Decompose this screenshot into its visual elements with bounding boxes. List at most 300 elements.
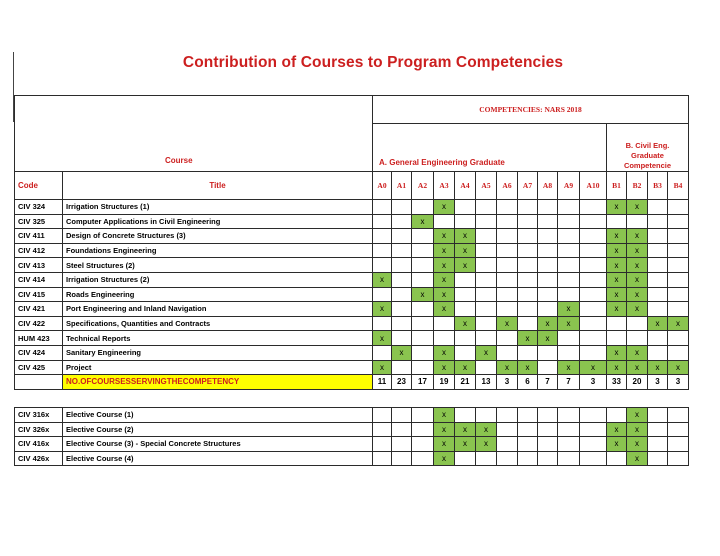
competency-mark: x	[454, 360, 476, 376]
course-row-code: CIV 422	[14, 316, 63, 332]
competency-empty	[411, 407, 434, 423]
competency-empty	[411, 316, 434, 332]
competency-empty	[475, 257, 497, 273]
page-title: Contribution of Courses to Program Competencies	[182, 54, 564, 71]
competency-empty	[391, 214, 412, 230]
competency-mark: x	[391, 345, 412, 361]
competency-empty	[579, 316, 607, 332]
column-header-a9	[557, 171, 580, 200]
course-row-code: CIV 425	[14, 360, 63, 376]
competency-empty	[647, 407, 668, 423]
competency-empty	[537, 360, 558, 376]
code-header-label: Code	[18, 181, 38, 190]
course-row-code: HUM 423	[14, 330, 63, 346]
total-value: 20	[626, 374, 648, 390]
competency-mark: x	[606, 345, 627, 361]
competency-empty	[496, 436, 518, 452]
elective-row-title: Elective Course (4)	[62, 451, 373, 467]
column-header-a5	[475, 171, 497, 200]
total-value: 17	[411, 374, 434, 390]
competency-mark: x	[372, 330, 392, 346]
competency-empty	[454, 301, 476, 317]
competency-empty	[391, 451, 412, 467]
competency-mark: x	[647, 360, 668, 376]
column-header-a3	[433, 171, 455, 200]
competency-empty	[391, 243, 412, 259]
competency-mark: x	[626, 228, 648, 244]
course-row-title: Foundations Engineering	[62, 243, 373, 259]
competencies-header-label: COMPETENCIES: NARS 2018	[479, 105, 582, 114]
course-row-title: Sanitary Engineering	[62, 345, 373, 361]
competency-empty	[475, 199, 497, 215]
competency-mark: x	[626, 257, 648, 273]
competency-mark: x	[606, 228, 627, 244]
competency-mark: x	[433, 422, 455, 438]
column-header-label: A4	[460, 181, 470, 190]
competency-empty	[557, 287, 580, 303]
competency-empty	[391, 422, 412, 438]
competency-empty	[647, 199, 668, 215]
competency-empty	[537, 257, 558, 273]
competency-mark: x	[475, 422, 497, 438]
competency-mark: x	[454, 228, 476, 244]
competency-empty	[391, 316, 412, 332]
competency-empty	[557, 422, 580, 438]
total-value: 33	[606, 374, 627, 390]
group-b-header	[606, 123, 689, 172]
competency-mark: x	[433, 272, 455, 288]
elective-row-title: Elective Course (2)	[62, 422, 373, 438]
course-row-code: CIV 411	[14, 228, 63, 244]
competency-mark: x	[496, 360, 518, 376]
competency-empty	[411, 360, 434, 376]
competency-empty	[517, 287, 538, 303]
competency-mark: x	[537, 316, 558, 332]
competency-mark: x	[606, 257, 627, 273]
competency-empty	[606, 316, 627, 332]
column-header-b3	[647, 171, 668, 200]
group-b-label-line: Graduate	[631, 151, 664, 160]
course-row-code: CIV 412	[14, 243, 63, 259]
course-row-title: Roads Engineering	[62, 287, 373, 303]
competency-empty	[537, 407, 558, 423]
competency-empty	[496, 287, 518, 303]
competency-empty	[557, 407, 580, 423]
course-row-title: Project	[62, 360, 373, 376]
elective-row-code: CIV 426x	[14, 451, 63, 467]
competency-empty	[372, 199, 392, 215]
competency-empty	[606, 214, 627, 230]
total-value: 3	[647, 374, 668, 390]
competency-empty	[372, 436, 392, 452]
competency-mark: x	[496, 316, 518, 332]
competency-empty	[411, 272, 434, 288]
competency-empty	[647, 287, 668, 303]
competency-empty	[579, 287, 607, 303]
competency-empty	[667, 257, 689, 273]
column-header-a0	[372, 171, 392, 200]
competency-mark: x	[517, 360, 538, 376]
column-header-a10	[579, 171, 607, 200]
totals-label: NO.OFCOURSESSERVINGTHECOMPETENCY	[62, 374, 373, 390]
competency-empty	[537, 301, 558, 317]
competency-empty	[626, 316, 648, 332]
competency-empty	[454, 451, 476, 467]
competency-empty	[626, 330, 648, 346]
elective-row-title: Elective Course (1)	[62, 407, 373, 423]
course-row-title: Computer Applications in Civil Engineering	[62, 214, 373, 230]
competency-mark: x	[411, 214, 434, 230]
column-header-label: A1	[396, 181, 407, 190]
total-value: 6	[517, 374, 538, 390]
competency-empty	[557, 345, 580, 361]
total-value: 3	[496, 374, 518, 390]
competency-mark: x	[433, 199, 455, 215]
competency-empty	[411, 257, 434, 273]
competency-empty	[517, 257, 538, 273]
competency-mark: x	[606, 243, 627, 259]
competency-empty	[517, 407, 538, 423]
column-header-b2	[626, 171, 648, 200]
competency-empty	[475, 360, 497, 376]
competency-mark: x	[626, 272, 648, 288]
elective-row-title: Elective Course (3) - Special Concrete Structures	[62, 436, 373, 452]
competency-empty	[579, 257, 607, 273]
competency-empty	[557, 330, 580, 346]
title-header	[62, 171, 373, 200]
competency-mark: x	[454, 436, 476, 452]
competency-empty	[557, 272, 580, 288]
competency-mark: x	[626, 407, 648, 423]
competency-empty	[537, 451, 558, 467]
competency-empty	[517, 199, 538, 215]
competency-empty	[579, 436, 607, 452]
competency-mark: x	[606, 199, 627, 215]
competency-empty	[579, 407, 607, 423]
total-value: 7	[537, 374, 558, 390]
competency-empty	[496, 451, 518, 467]
competency-mark: x	[433, 287, 455, 303]
competency-empty	[517, 214, 538, 230]
competency-empty	[372, 214, 392, 230]
competency-mark: x	[372, 360, 392, 376]
competency-empty	[475, 272, 497, 288]
competency-empty	[606, 407, 627, 423]
competency-empty	[579, 243, 607, 259]
competency-mark: x	[557, 360, 580, 376]
competency-empty	[667, 345, 689, 361]
competency-mark: x	[557, 301, 580, 317]
column-header-a2	[411, 171, 434, 200]
competency-empty	[372, 316, 392, 332]
competency-empty	[372, 345, 392, 361]
course-row-code: CIV 421	[14, 301, 63, 317]
competencies-header	[372, 95, 689, 124]
course-row-title: Technical Reports	[62, 330, 373, 346]
competency-empty	[433, 330, 455, 346]
competency-mark: x	[454, 257, 476, 273]
competency-empty	[517, 243, 538, 259]
total-value: 19	[433, 374, 455, 390]
competency-mark: x	[411, 287, 434, 303]
column-header-label: A3	[439, 181, 449, 190]
competency-empty	[667, 199, 689, 215]
competency-empty	[372, 257, 392, 273]
competency-empty	[411, 451, 434, 467]
competency-empty	[475, 451, 497, 467]
competency-empty	[454, 407, 476, 423]
competency-empty	[537, 228, 558, 244]
competency-mark: x	[454, 422, 476, 438]
competency-empty	[537, 199, 558, 215]
competency-mark: x	[433, 228, 455, 244]
competency-mark: x	[454, 316, 476, 332]
column-header-label: B3	[653, 181, 662, 190]
competency-empty	[411, 243, 434, 259]
competency-empty	[517, 301, 538, 317]
competency-empty	[517, 228, 538, 244]
competency-mark: x	[606, 436, 627, 452]
competency-empty	[496, 228, 518, 244]
competency-empty	[496, 214, 518, 230]
competency-mark: x	[372, 272, 392, 288]
competency-empty	[475, 214, 497, 230]
competency-empty	[391, 257, 412, 273]
column-header-b1	[606, 171, 627, 200]
course-row-title: Port Engineering and Inland Navigation	[62, 301, 373, 317]
competency-empty	[579, 345, 607, 361]
competency-mark: x	[626, 436, 648, 452]
totals-spacer	[14, 374, 63, 390]
competency-empty	[557, 436, 580, 452]
competency-empty	[537, 436, 558, 452]
competency-mark: x	[579, 360, 607, 376]
competency-empty	[372, 243, 392, 259]
competency-empty	[517, 451, 538, 467]
competency-mark: x	[433, 257, 455, 273]
competency-empty	[517, 422, 538, 438]
competency-mark: x	[626, 360, 648, 376]
course-row-code: CIV 414	[14, 272, 63, 288]
competency-empty	[667, 422, 689, 438]
column-header-a8	[537, 171, 558, 200]
competency-empty	[411, 436, 434, 452]
competency-empty	[475, 407, 497, 423]
competency-empty	[454, 287, 476, 303]
competency-empty	[579, 272, 607, 288]
competency-mark: x	[606, 287, 627, 303]
competency-empty	[557, 451, 580, 467]
competency-empty	[537, 287, 558, 303]
competency-empty	[667, 407, 689, 423]
competency-empty	[667, 214, 689, 230]
competency-empty	[667, 436, 689, 452]
competency-mark: x	[433, 360, 455, 376]
column-header-a7	[517, 171, 538, 200]
competency-empty	[517, 316, 538, 332]
competency-empty	[411, 345, 434, 361]
competency-empty	[557, 257, 580, 273]
competency-empty	[557, 243, 580, 259]
competency-mark: x	[433, 345, 455, 361]
competency-empty	[537, 272, 558, 288]
competency-empty	[391, 360, 412, 376]
competency-empty	[647, 345, 668, 361]
competency-empty	[411, 301, 434, 317]
competency-empty	[496, 301, 518, 317]
column-header-label: A5	[481, 181, 491, 190]
total-value: 11	[372, 374, 392, 390]
competency-empty	[475, 316, 497, 332]
elective-row-code: CIV 326x	[14, 422, 63, 438]
competency-empty	[667, 228, 689, 244]
competency-empty	[372, 451, 392, 467]
competency-empty	[391, 301, 412, 317]
total-value: 13	[475, 374, 497, 390]
competency-empty	[557, 214, 580, 230]
elective-row-code: CIV 416x	[14, 436, 63, 452]
competency-empty	[496, 330, 518, 346]
competency-empty	[433, 316, 455, 332]
competency-mark: x	[647, 316, 668, 332]
competency-empty	[579, 422, 607, 438]
competency-empty	[537, 422, 558, 438]
competency-empty	[647, 272, 668, 288]
course-header	[14, 95, 373, 172]
column-header-a6	[496, 171, 518, 200]
competency-mark: x	[454, 243, 476, 259]
column-header-label: A2	[417, 181, 428, 190]
competency-empty	[579, 228, 607, 244]
competency-empty	[475, 243, 497, 259]
competency-mark: x	[667, 360, 689, 376]
column-header-a4	[454, 171, 476, 200]
total-value: 7	[557, 374, 580, 390]
competency-empty	[372, 287, 392, 303]
competency-empty	[496, 272, 518, 288]
competency-empty	[647, 422, 668, 438]
competency-empty	[372, 407, 392, 423]
competency-empty	[391, 199, 412, 215]
competency-empty	[391, 330, 412, 346]
competency-empty	[667, 272, 689, 288]
competency-empty	[537, 243, 558, 259]
competency-mark: x	[606, 301, 627, 317]
competency-empty	[391, 407, 412, 423]
course-row-title: Steel Structures (2)	[62, 257, 373, 273]
competency-empty	[667, 243, 689, 259]
competency-empty	[667, 451, 689, 467]
competency-empty	[647, 330, 668, 346]
competency-empty	[667, 330, 689, 346]
competency-empty	[411, 422, 434, 438]
competency-mark: x	[626, 422, 648, 438]
competency-mark: x	[557, 316, 580, 332]
course-row-title: Design of Concrete Structures (3)	[62, 228, 373, 244]
course-row-code: CIV 325	[14, 214, 63, 230]
competency-empty	[454, 199, 476, 215]
group-a-header	[372, 123, 607, 172]
elective-row-code: CIV 316x	[14, 407, 63, 423]
competency-empty	[372, 422, 392, 438]
competency-empty	[579, 199, 607, 215]
competency-empty	[454, 214, 476, 230]
competency-empty	[372, 228, 392, 244]
competency-empty	[517, 272, 538, 288]
competency-empty	[391, 272, 412, 288]
competency-empty	[647, 228, 668, 244]
competency-mark: x	[667, 316, 689, 332]
competency-empty	[517, 436, 538, 452]
competency-empty	[667, 287, 689, 303]
competency-mark: x	[433, 243, 455, 259]
column-header-label: B2	[632, 181, 642, 190]
competency-empty	[391, 228, 412, 244]
competency-mark: x	[433, 301, 455, 317]
competency-empty	[496, 257, 518, 273]
column-header-label: A10	[586, 181, 600, 190]
competency-mark: x	[626, 451, 648, 467]
course-row-title: Irrigation Structures (2)	[62, 272, 373, 288]
competency-empty	[647, 257, 668, 273]
competency-empty	[647, 451, 668, 467]
competency-empty	[496, 199, 518, 215]
competency-empty	[454, 345, 476, 361]
course-row-title: Specifications, Quantities and Contracts	[62, 316, 373, 332]
total-value: 3	[579, 374, 607, 390]
competency-empty	[454, 272, 476, 288]
competency-mark: x	[433, 451, 455, 467]
competency-mark: x	[626, 199, 648, 215]
competency-mark: x	[433, 436, 455, 452]
competency-empty	[579, 330, 607, 346]
course-row-code: CIV 424	[14, 345, 63, 361]
competency-empty	[537, 214, 558, 230]
competency-empty	[647, 436, 668, 452]
competency-empty	[475, 287, 497, 303]
competency-empty	[475, 301, 497, 317]
competency-empty	[411, 199, 434, 215]
competency-empty	[557, 228, 580, 244]
group-a-label: A. General Engineering Graduate	[379, 158, 505, 167]
competency-mark: x	[475, 436, 497, 452]
competency-empty	[579, 451, 607, 467]
code-header	[14, 171, 63, 200]
column-header-label: A0	[377, 181, 387, 190]
competency-empty	[557, 199, 580, 215]
competency-empty	[626, 214, 648, 230]
total-value: 21	[454, 374, 476, 390]
competency-empty	[647, 214, 668, 230]
competency-empty	[391, 287, 412, 303]
competency-empty	[433, 214, 455, 230]
column-header-label: A6	[502, 181, 512, 190]
total-value: 23	[391, 374, 412, 390]
column-header-label: B1	[612, 181, 621, 190]
competency-mark: x	[606, 422, 627, 438]
column-header-label: A7	[522, 181, 533, 190]
course-header-label: Course	[165, 156, 193, 165]
competency-empty	[517, 345, 538, 361]
group-b-label-line: B. Civil Eng.	[625, 141, 670, 150]
competency-empty	[606, 451, 627, 467]
competency-empty	[411, 228, 434, 244]
competency-mark: x	[537, 330, 558, 346]
column-header-label: B4	[673, 181, 683, 190]
competency-mark: x	[433, 407, 455, 423]
competency-empty	[579, 301, 607, 317]
competency-mark: x	[626, 287, 648, 303]
